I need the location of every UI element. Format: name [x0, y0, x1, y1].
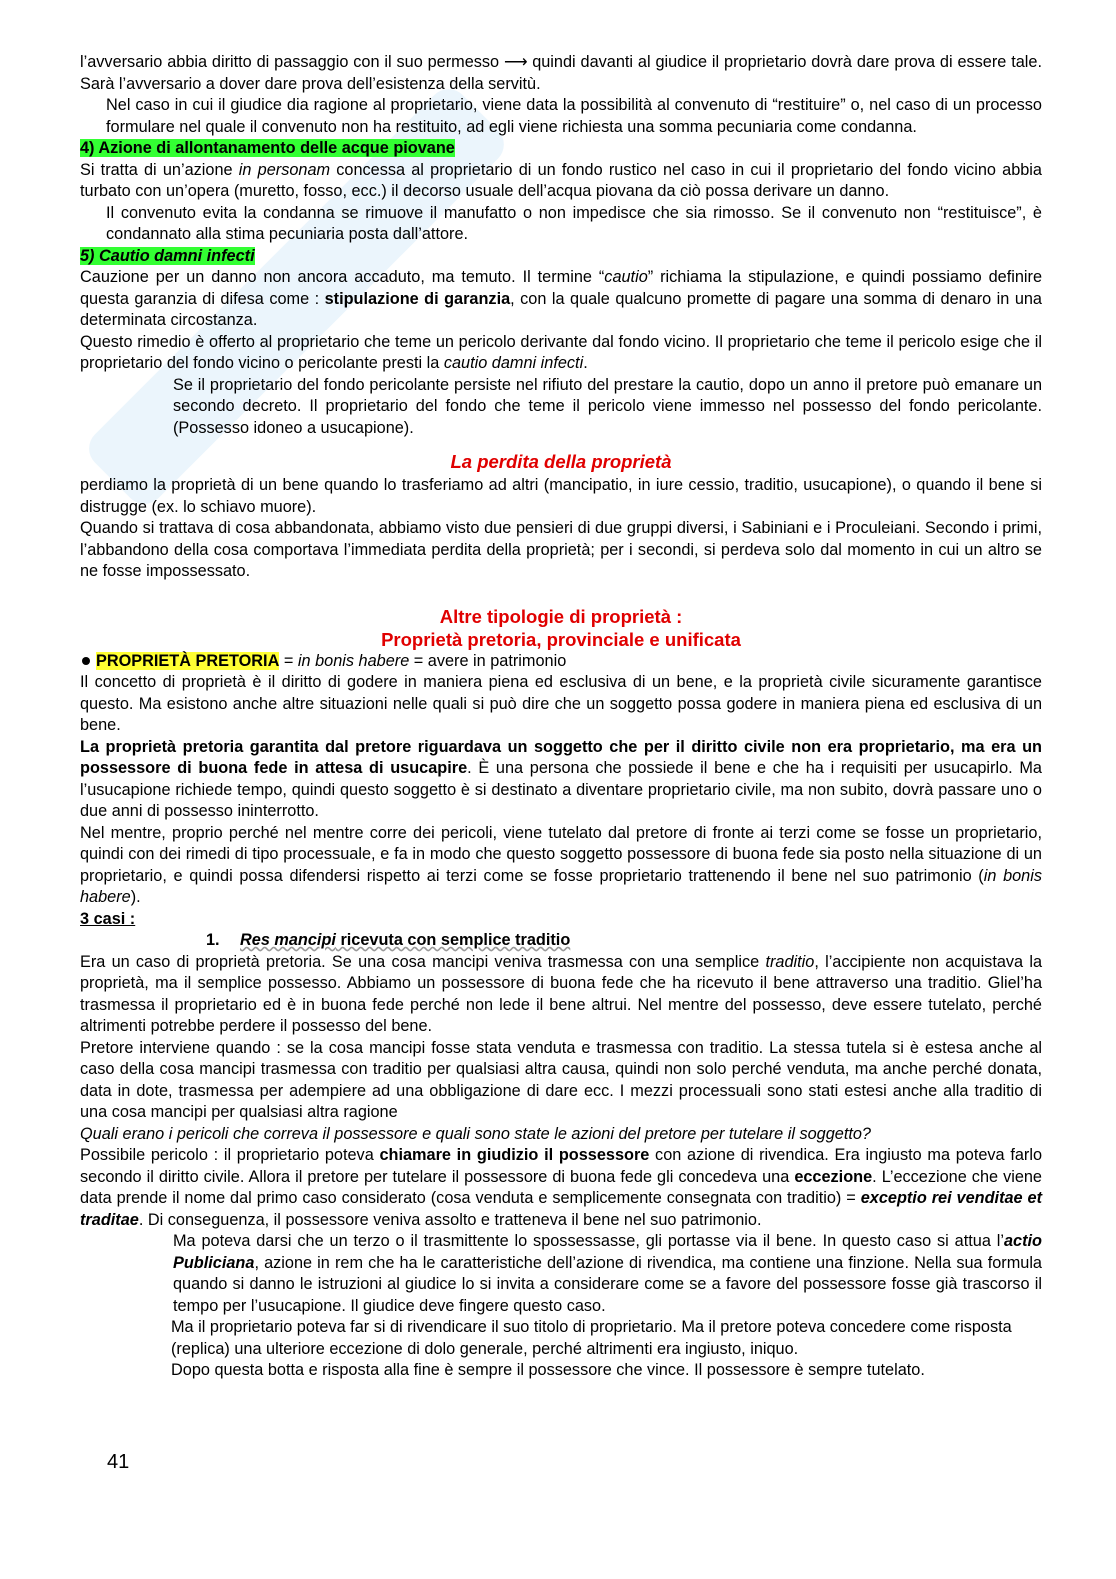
heading-4-text: 4) Azione di allontanamento delle acque piovane: [80, 139, 455, 157]
text-bold-italic: actio Publiciana: [173, 1232, 1042, 1272]
paragraph: Dopo questa botta e risposta alla fine è sempre il possessore che vince. Il possessore è sempre tutelato.: [171, 1361, 925, 1379]
text: ).: [130, 888, 141, 906]
text: . È una persona che possiede il bene e che ha i requisiti per usucapirlo. Ma l’usucapione richiede tempo, quindi questo soggetto è si destinato a diventare proprietario civile, ma non subito, dovrà passare uno o due anni di possesso ininterrotto.: [80, 759, 1042, 820]
text: , con la quale qualcuno promette di pagare una somma di denaro in una determinata circostanza.: [80, 289, 1042, 329]
document-page: [80, 52, 1042, 1382]
text-highlight: PROPRIETÀ PRETORIA: [96, 651, 280, 670]
text: Si tratta di un’azione: [80, 160, 239, 179]
paragraph: Il convenuto evita la condanna se rimuove il manufatto o non impedisce che sia rimosso. Se il convenuto non “restituisce”, è condannato alla stima pecuniaria posta dall’attore.: [106, 203, 1042, 243]
paragraph: perdiamo la proprietà di un bene quando lo trasferiamo ad altri (mancipatio, in iure cessio, traditio, usucapione), o quando il bene si distrugge (ex. lo schiavo muore).: [80, 476, 1042, 516]
text: .: [583, 354, 588, 372]
text: . Di conseguenza, il possessore veniva assolto e tratteneva il bene nel suo patrimonio.: [138, 1210, 762, 1229]
text: con azione di rivendica. Era ingiusto ma poteva farlo secondo il diritto civile. Allora il pretore per tutelare il possessore di buona fede gli concedeva una: [80, 1146, 1042, 1186]
text: ” richiama la stipulazione, e quindi possiamo definire questa garanzia di difesa come :: [80, 268, 1042, 308]
text: ricevuta con semplice traditio: [335, 931, 571, 949]
paragraph: Quando si trattava di cosa abbandonata, abbiamo visto due pensieri di due gruppi diversi, i Sabiniani e i Proculeiani. Secondo i primi, l’abbandono della cosa comportava l’immediata perdita della proprietà; per i secondi, si perdeva solo dal momento in cui un altro se ne fosse impossessato.: [80, 519, 1042, 580]
page-number: 41: [107, 1451, 130, 1473]
text-italic: cautio damni infecti: [443, 354, 584, 372]
bullet-icon: [82, 657, 90, 665]
text: Cauzione per un danno non ancora accaduto, ma temuto. Il termine “: [80, 268, 605, 286]
paragraph: [80, 160, 1042, 203]
text-italic: cautio: [604, 268, 648, 286]
item-number: 1.: [206, 931, 220, 949]
paragraph: Se il proprietario del fondo pericolante persiste nel rifiuto del prestare la cautio, dopo un anno il pretore può emanare un secondo decreto. Il proprietario del fondo che teme il pericolo viene immesso nel possesso del fondo pericolante. (Possesso idoneo a usucapione).: [173, 375, 1042, 437]
text: Nel mentre, proprio perché nel mentre corre dei pericoli, viene tutelato dal pretore di fronte ai terzi come se fosse un proprietario, quindi con dei rimedi di tipo processuale, e fa in modo che questo soggetto possessore di buona fede sia posto nella situazione di un proprietario, e quindi possa difendersi rispetto ai terzi come se fosse proprietario trattenendo il bene nel suo patrimonio (: [80, 823, 1042, 885]
text: , azione in rem che ha le caratteristiche dell’azione di rivendica, ma contiene una finzione. Nella sua formula quando si danno le istruzioni al giudice lo si invita a considerare come se a favore del possessore fosse già trascorso il tempo per l’usucapione. Il giudice deve fingere questo caso.: [173, 1253, 1042, 1315]
section-title: La perdita della proprietà: [450, 451, 672, 472]
paragraph: Ma il proprietario poteva far si di rivendicare il suo titolo di proprietario. Ma il pretore poteva concedere come risposta (replica) una ulteriore eccezione di dolo generale, perché altrimenti era ingiusto, iniquo.: [171, 1318, 1012, 1358]
heading-5-text: 5) Cautio damni infecti: [80, 246, 255, 265]
text-bold: chiamare in giudizio il possessore: [379, 1146, 650, 1164]
text-italic: Res mancipi: [240, 931, 336, 949]
text-bold: stipulazione di garanzia: [324, 289, 511, 308]
paragraph: [80, 823, 1042, 909]
text-italic: in bonis habere: [297, 651, 410, 670]
heading-4: [80, 138, 1042, 160]
text-italic: traditio: [765, 952, 815, 971]
paragraph: Il concetto di proprietà è il diritto di godere in maniera piena ed esclusiva di un bene, e la proprietà civile sicuramente garantisce questo. Ma esistono anche altre situazioni nelle quali si può dire che un soggetto possa godere in maniera piena ed esclusiva di un bene.: [80, 673, 1042, 734]
heading-5: [80, 246, 1042, 268]
text-bold: eccezione: [794, 1167, 873, 1186]
section-subtitle: Proprietà pretoria, provinciale e unificata: [381, 628, 741, 650]
paragraph: [80, 1145, 1042, 1231]
question: Quali erano i pericoli che correva il possessore e quali sono state le azioni del pretore per tutelare il soggetto?: [80, 1124, 871, 1143]
text: Ma poteva darsi che un terzo o il trasmittente lo spossessasse, gli portasse via il bene. In questo caso si attua l’: [173, 1232, 1004, 1250]
text-italic: in personam: [238, 160, 331, 179]
paragraph: [80, 1231, 1042, 1317]
numbered-item: [80, 930, 1042, 952]
text: = avere in patrimonio: [409, 651, 567, 670]
text: concessa al proprietario di un fondo rustico nel caso in cui il proprietario del fondo vicino abbia turbato con un’opera (muretto, fosso, ecc.) il decorso usuale dell’acqua piovana da ciò possa derivare un danno.: [80, 160, 1042, 200]
paragraph: [80, 267, 1042, 332]
bullet-item: [80, 651, 1042, 673]
text-bold-italic: exceptio rei venditae et traditae: [80, 1189, 1042, 1229]
paragraph: [80, 952, 1042, 1038]
text-italic: in bonis habere: [80, 866, 1042, 906]
text-bold: La proprietà pretoria garantita dal pretore riguardava un soggetto che per il diritto civile non era proprietario, ma era un possessore di buona fede in attesa di usucapire: [80, 737, 1042, 777]
text: . L’eccezione che viene data prende il nome dal primo caso considerato (cosa venduta e semplicemente consegnata con traditio) =: [80, 1167, 1042, 1207]
paragraph: l’avversario abbia diritto di passaggio con il suo permesso ⟶ quindi davanti al giudice il proprietario dovrà dare prova di essere tale. Sarà l’avversario a dover dare prova dell’esistenza della servitù.: [80, 53, 1042, 93]
text: Possibile pericolo : il proprietario poteva: [80, 1146, 380, 1164]
paragraph: [80, 332, 1042, 375]
paragraph: [80, 737, 1042, 823]
section-title: Altre tipologie di proprietà :: [439, 605, 683, 627]
text: Questo rimedio è offerto al proprietario che teme un pericolo derivante dal fondo vicino. Il proprietario che teme il pericolo esige che il proprietario del fondo vicino o pericolante presti la: [80, 332, 1042, 372]
text: , l’accipiente non acquistava la proprietà, ma il semplice possesso. Abbiamo un possessore di buona fede che ha ricevuto il bene attraverso una traditio. Gliel’ha trasmessa il proprietario ed è in buona fede perché non lede il bene altrui. Nel mentre del possesso, deve essere tutelato, perché altrimenti potrebbe perdere il possesso del bene.: [80, 952, 1043, 1035]
text: =: [279, 651, 298, 670]
paragraph: Nel caso in cui il giudice dia ragione al proprietario, viene data la possibilità al convenuto di “restituire” o, nel caso di un processo formulare nel quale il convenuto non ha restituito, ad egli viene richiesta una somma pecuniaria come condanna.: [106, 96, 1042, 136]
paragraph: Pretore interviene quando : se la cosa mancipi fosse stata venduta e trasmessa con traditio. La stessa tutela si è estesa anche al caso della cosa mancipi trasmessa con traditio per qualsiasi altra causa, quindi non solo perché venduta, ma anche perché donata, data in dote, trasmessa per adempiere ad una obbligazione di dare ecc. I mezzi processuali sono stati estesi anche alla traditio di una cosa mancipi per qualsiasi altra ragione: [80, 1038, 1042, 1121]
text: Era un caso di proprietà pretoria. Se una cosa mancipi veniva trasmessa con una semplice: [80, 952, 766, 971]
casi-label: 3 casi :: [80, 909, 136, 928]
